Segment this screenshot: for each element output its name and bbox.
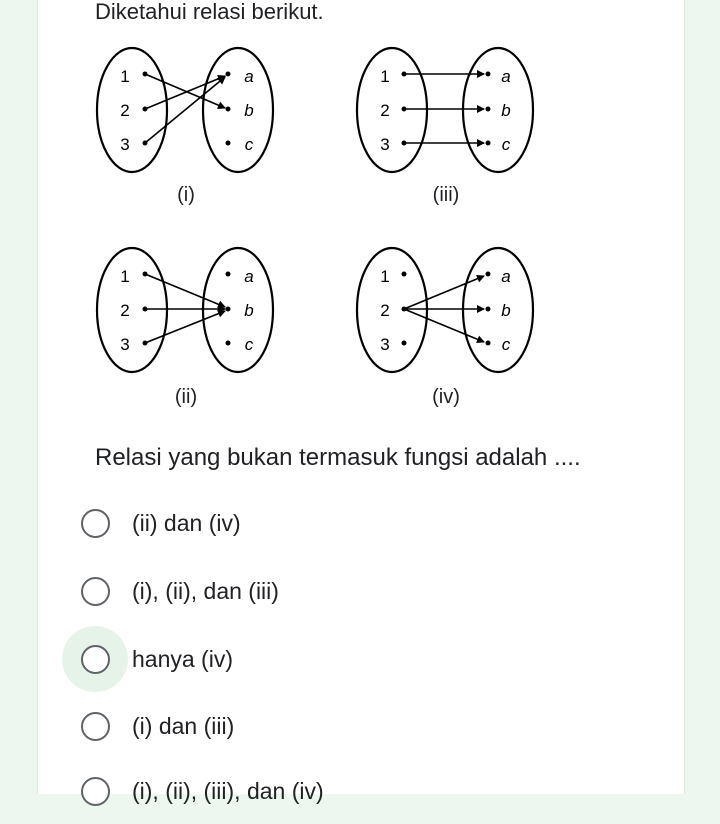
domain-2: 2 [380, 301, 390, 320]
radio-button[interactable] [81, 509, 110, 538]
diagram-ii-label: (ii) [174, 386, 198, 408]
arrow-3-b [145, 311, 225, 343]
option-label: (i), (ii), dan (iii) [132, 577, 279, 604]
codomain-c: c [501, 135, 511, 154]
arrow-2-c [404, 309, 484, 342]
arrow-2-a [404, 276, 484, 309]
codomain-b: b [501, 301, 511, 320]
domain-3: 3 [120, 135, 130, 154]
diagram-i [92, 40, 282, 180]
domain-ellipse [357, 48, 427, 172]
option-1[interactable] [62, 495, 622, 551]
codomain-c: c [244, 135, 254, 154]
radio-button[interactable] [81, 645, 110, 674]
domain-ellipse [97, 48, 167, 172]
codomain-a: a [244, 67, 254, 86]
domain-2: 2 [120, 301, 130, 320]
arrow-1-b [145, 74, 225, 108]
diagram-ii [92, 240, 282, 380]
codomain-a: a [501, 267, 511, 286]
diagram-iii [352, 40, 542, 180]
question-prompt: Relasi yang bukan termasuk fungsi adalah .... [95, 444, 581, 471]
domain-3: 3 [380, 335, 390, 354]
radio-button[interactable] [81, 712, 110, 741]
domain-2: 2 [120, 101, 130, 120]
codomain-ellipse [463, 248, 533, 372]
question-intro: Diketahui relasi berikut. [95, 0, 324, 24]
diagram-iv-label: (iv) [432, 386, 460, 408]
domain-1: 1 [120, 67, 130, 86]
option-3[interactable] [62, 631, 622, 687]
codomain-c: c [501, 335, 511, 354]
option-label: (i) dan (iii) [132, 712, 235, 739]
domain-ellipse [357, 248, 427, 372]
domain-2: 2 [380, 101, 390, 120]
domain-3: 3 [120, 335, 130, 354]
codomain-ellipse [203, 248, 273, 372]
codomain-c: c [244, 335, 254, 354]
domain-1: 1 [380, 267, 390, 286]
option-4[interactable] [62, 698, 622, 754]
radio-button[interactable] [81, 577, 110, 606]
codomain-b: b [501, 101, 511, 120]
diagram-iii-label: (iii) [432, 184, 460, 206]
domain-1: 1 [380, 67, 390, 86]
domain-1: 1 [120, 267, 130, 286]
diagram-iv [352, 240, 542, 380]
domain-ellipse [97, 248, 167, 372]
option-label: (ii) dan (iv) [132, 509, 241, 536]
codomain-a: a [501, 67, 511, 86]
codomain-ellipse [203, 48, 273, 172]
codomain-ellipse [463, 48, 533, 172]
arrow-1-b [145, 274, 225, 307]
option-label: hanya (iv) [132, 645, 233, 672]
diagram-i-label: (i) [177, 184, 195, 206]
codomain-b: b [244, 301, 254, 320]
arrow-3-a [145, 77, 225, 143]
option-5[interactable] [62, 763, 622, 819]
option-2[interactable] [62, 563, 622, 619]
domain-3: 3 [380, 135, 390, 154]
codomain-a: a [244, 267, 254, 286]
codomain-b: b [244, 101, 254, 120]
option-label: (i), (ii), (iii), dan (iv) [132, 777, 324, 804]
arrow-2-a [145, 76, 225, 109]
radio-button[interactable] [81, 777, 110, 806]
